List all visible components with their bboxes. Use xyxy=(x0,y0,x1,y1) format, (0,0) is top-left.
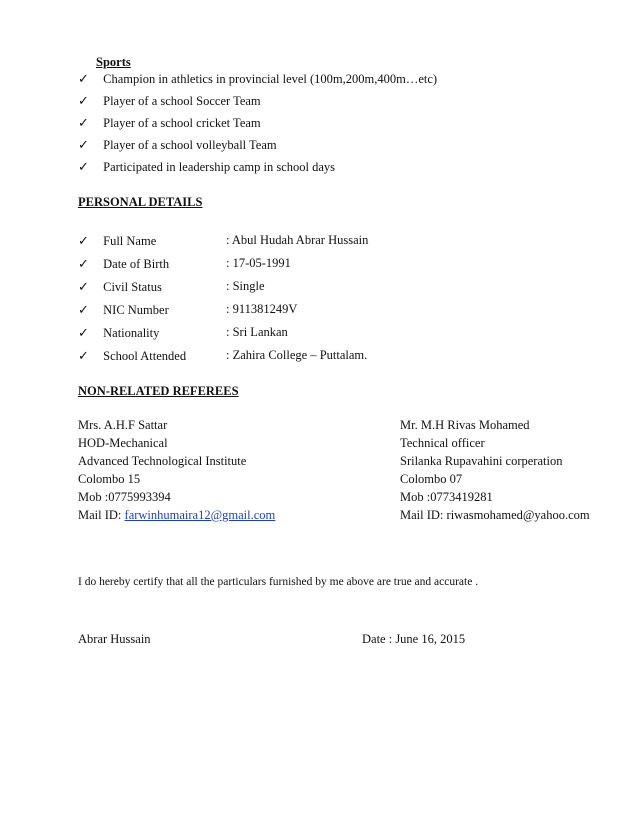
check-icon: ✓ xyxy=(78,137,89,152)
referee-left-org: Advanced Technological Institute xyxy=(78,454,247,468)
referee-left-email-link[interactable]: farwinhumaira12@gmail.com xyxy=(124,508,276,522)
referee-right-title: Technical officer xyxy=(400,436,485,450)
check-icon: ✓ xyxy=(78,325,89,340)
check-icon: ✓ xyxy=(78,256,89,271)
check-icon: ✓ xyxy=(78,159,89,174)
sports-item: ✓ Champion in athletics in provincial level (100m,200m,400m…etc) xyxy=(78,71,438,86)
sports-item: ✓ Player of a school volleyball Team xyxy=(78,137,277,152)
personal-value: : Single xyxy=(226,279,265,293)
sports-item: ✓ Player of a school cricket Team xyxy=(78,115,261,130)
referee-left-mail: Mail ID: farwinhumaira12@gmail.com xyxy=(78,508,276,522)
referee-right-email: riwasmohamed@yahoo.com xyxy=(446,508,590,522)
personal-details-heading: PERSONAL DETAILS xyxy=(78,195,203,209)
check-icon: ✓ xyxy=(78,302,89,317)
referee-right-mob: Mob :0773419281 xyxy=(400,490,493,504)
personal-value: : 17-05-1991 xyxy=(226,256,291,270)
check-icon: ✓ xyxy=(78,71,89,86)
personal-value: : Abul Hudah Abrar Hussain xyxy=(226,233,369,247)
personal-value: : Sri Lankan xyxy=(226,325,288,339)
personal-row: ✓ Full Name xyxy=(78,233,157,248)
personal-value: : Zahira College – Puttalam. xyxy=(226,348,368,362)
personal-row: ✓ School Attended xyxy=(78,348,187,363)
check-icon: ✓ xyxy=(78,115,89,130)
personal-row: ✓ Civil Status xyxy=(78,279,162,294)
signature-name: Abrar Hussain xyxy=(78,632,151,646)
sports-item: ✓ Participated in leadership camp in school days xyxy=(78,159,336,174)
personal-row: ✓ Nationality xyxy=(78,325,160,340)
sports-heading: Sports xyxy=(96,55,131,69)
signature-date: Date : June 16, 2015 xyxy=(362,632,466,646)
referee-left-title: HOD-Mechanical xyxy=(78,436,168,450)
check-icon: ✓ xyxy=(78,279,89,294)
referee-right-mail: Mail ID: riwasmohamed@yahoo.com xyxy=(400,508,590,522)
check-icon: ✓ xyxy=(78,93,89,108)
sports-item: ✓ Player of a school Soccer Team xyxy=(78,93,261,108)
referee-right-name: Mr. M.H Rivas Mohamed xyxy=(400,418,530,432)
check-icon: ✓ xyxy=(78,348,89,363)
referee-left-city: Colombo 15 xyxy=(78,472,141,486)
declaration-text: I do hereby certify that all the particulars furnished by me above are true and accurate . xyxy=(78,576,479,588)
referees-heading: NON-RELATED REFEREES xyxy=(78,384,239,398)
referee-right-org: Srilanka Rupavahini corperation xyxy=(400,454,563,468)
personal-value: : 911381249V xyxy=(226,302,298,316)
personal-row: ✓ NIC Number xyxy=(78,302,169,317)
referee-right-city: Colombo 07 xyxy=(400,472,463,486)
check-icon: ✓ xyxy=(78,233,89,248)
referee-left-name: Mrs. A.H.F Sattar xyxy=(78,418,168,432)
referee-left-mob: Mob :0775993394 xyxy=(78,490,171,504)
personal-row: ✓ Date of Birth xyxy=(78,256,170,271)
